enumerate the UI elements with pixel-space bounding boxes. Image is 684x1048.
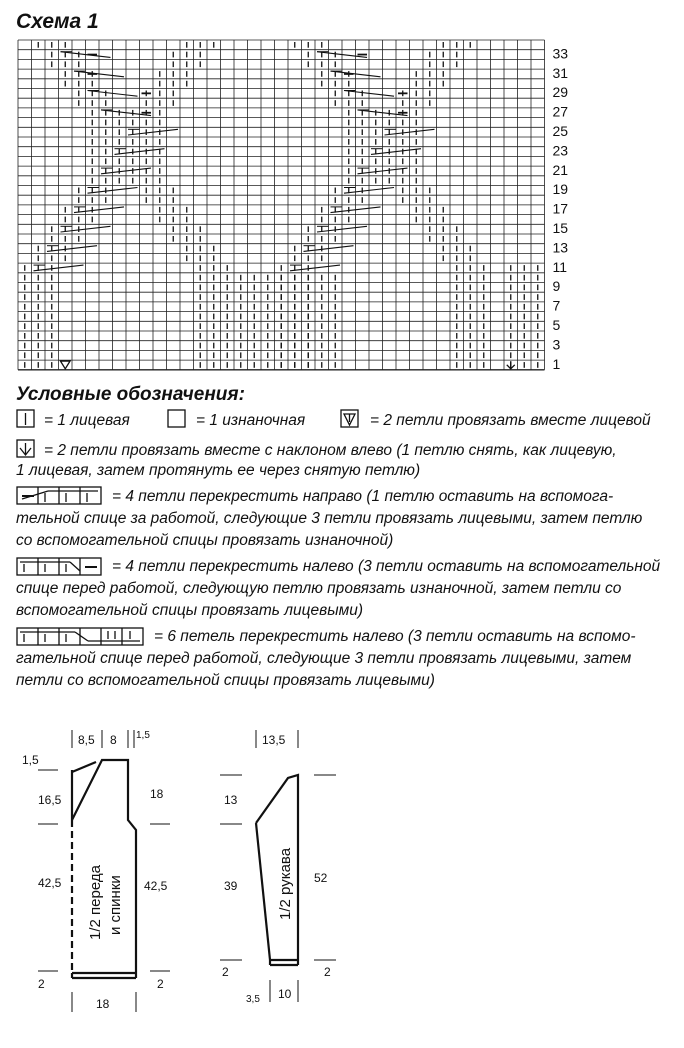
ssk-symbol-icon: [17, 440, 34, 457]
chart-title: Схема 1: [16, 10, 99, 33]
body-left-d: 2: [38, 977, 45, 991]
sleeve-left-a: 13: [224, 793, 238, 807]
row-number: 15: [552, 220, 569, 236]
legend-k2tog-text: = 2 петли провязать вместе лицевой: [370, 412, 651, 429]
sleeve-bottom-b: 10: [278, 987, 292, 1001]
row-number: 21: [552, 161, 569, 178]
legend-ssk-text-2: 1 лицевая, затем протянуть ее через снятую петлю): [16, 462, 421, 479]
legend-cross4l-text-2: спице перед работой, следующую петлю провязать изнаночной, затем петли со: [16, 580, 622, 597]
knitting-chart: [0, 0, 684, 372]
cross-4-left-symbol-icon: [17, 558, 101, 575]
legend-cross4l-text-1: = 4 петли перекрестить налево (3 петли оставить на вспомогательной: [112, 558, 661, 575]
body-left-a: 1,5: [22, 753, 39, 767]
row-number: 7: [552, 297, 561, 314]
body-top-c: 1,5: [136, 730, 150, 741]
body-right-a: 18: [150, 787, 164, 801]
row-number: 17: [552, 200, 569, 217]
body-bottom: 18: [96, 997, 110, 1011]
sleeve-right-b: 2: [324, 965, 331, 979]
row-number: 5: [552, 317, 561, 333]
legend-ssk-text-1: = 2 петли провязать вместе с наклоном влево (1 петлю снять, как лицевую,: [44, 442, 617, 459]
sleeve-right-a: 52: [314, 871, 328, 885]
sleeve-top: 13,5: [262, 733, 286, 747]
cross-4-right-symbol-icon: [17, 487, 101, 504]
knit-symbol-icon: [17, 410, 34, 427]
sleeve-left-c: 2: [222, 965, 229, 979]
row-number: 11: [552, 258, 568, 275]
body-label-1: 1/2 переда: [87, 865, 104, 940]
cable-6-left-symbol-icon: [17, 628, 143, 645]
ssk-stitch: [507, 361, 515, 369]
sleeve-pattern-schematic: [200, 720, 380, 1030]
purl-symbol-icon: [168, 410, 185, 427]
row-number: 23: [552, 142, 569, 159]
row-number: 1: [552, 355, 561, 372]
row-number: 27: [552, 103, 569, 120]
body-right-b: 42,5: [144, 879, 168, 893]
body-top-a: 8,5: [78, 733, 95, 747]
sleeve-bottom-a: 3,5: [246, 994, 260, 1005]
k2tog-stitch: [61, 361, 71, 369]
legend-cross4r-text-1: = 4 петли перекрестить направо (1 петлю оставить на вспомога-: [112, 488, 614, 505]
legend-purl-text: = 1 изнаночная: [196, 412, 306, 429]
legend-heading: Условные обозначения:: [16, 384, 245, 405]
body-top-b: 8: [110, 733, 117, 747]
legend-cable6-text-3: петли со вспомогательной спицы провязать лицевыми): [16, 672, 435, 689]
chart-grid: [18, 40, 545, 370]
body-left-c: 42,5: [38, 876, 62, 890]
k2tog-symbol-icon: [341, 410, 358, 427]
row-number: 9: [552, 278, 561, 295]
row-number: 25: [552, 123, 569, 139]
legend-knit-text: = 1 лицевая: [44, 412, 130, 429]
row-number: 29: [552, 84, 569, 101]
sleeve-label: 1/2 рукава: [277, 847, 294, 920]
legend-cable6-text-2: гательной спице перед работой, следующие 3 петли провязать лицевыми, затем: [16, 650, 632, 667]
body-label-2: и спинки: [107, 875, 124, 935]
legend-cable6-text-1: = 6 петель перекрестить налево (3 петли оставить на вспомо-: [154, 628, 636, 645]
row-number: 33: [552, 45, 569, 62]
body-right-c: 2: [157, 977, 164, 991]
sleeve-left-b: 39: [224, 879, 238, 893]
row-number: 3: [552, 336, 561, 353]
legend-cross4r-text-3: со вспомогательной спицы провязать изнаночной): [16, 532, 394, 549]
row-number: 13: [552, 239, 569, 256]
row-number: 31: [552, 64, 569, 81]
chart-row-numbers: [553, 45, 569, 371]
chart-symbols: [25, 42, 538, 369]
body-left-b: 16,5: [38, 793, 62, 807]
row-number: 19: [552, 181, 569, 198]
legend-cross4r-text-2: тельной спице за работой, следующие 3 петли провязать лицевыми, затем петлю: [16, 510, 643, 527]
legend-cross4l-text-3: вспомогательной спицы провязать лицевыми): [16, 602, 364, 619]
